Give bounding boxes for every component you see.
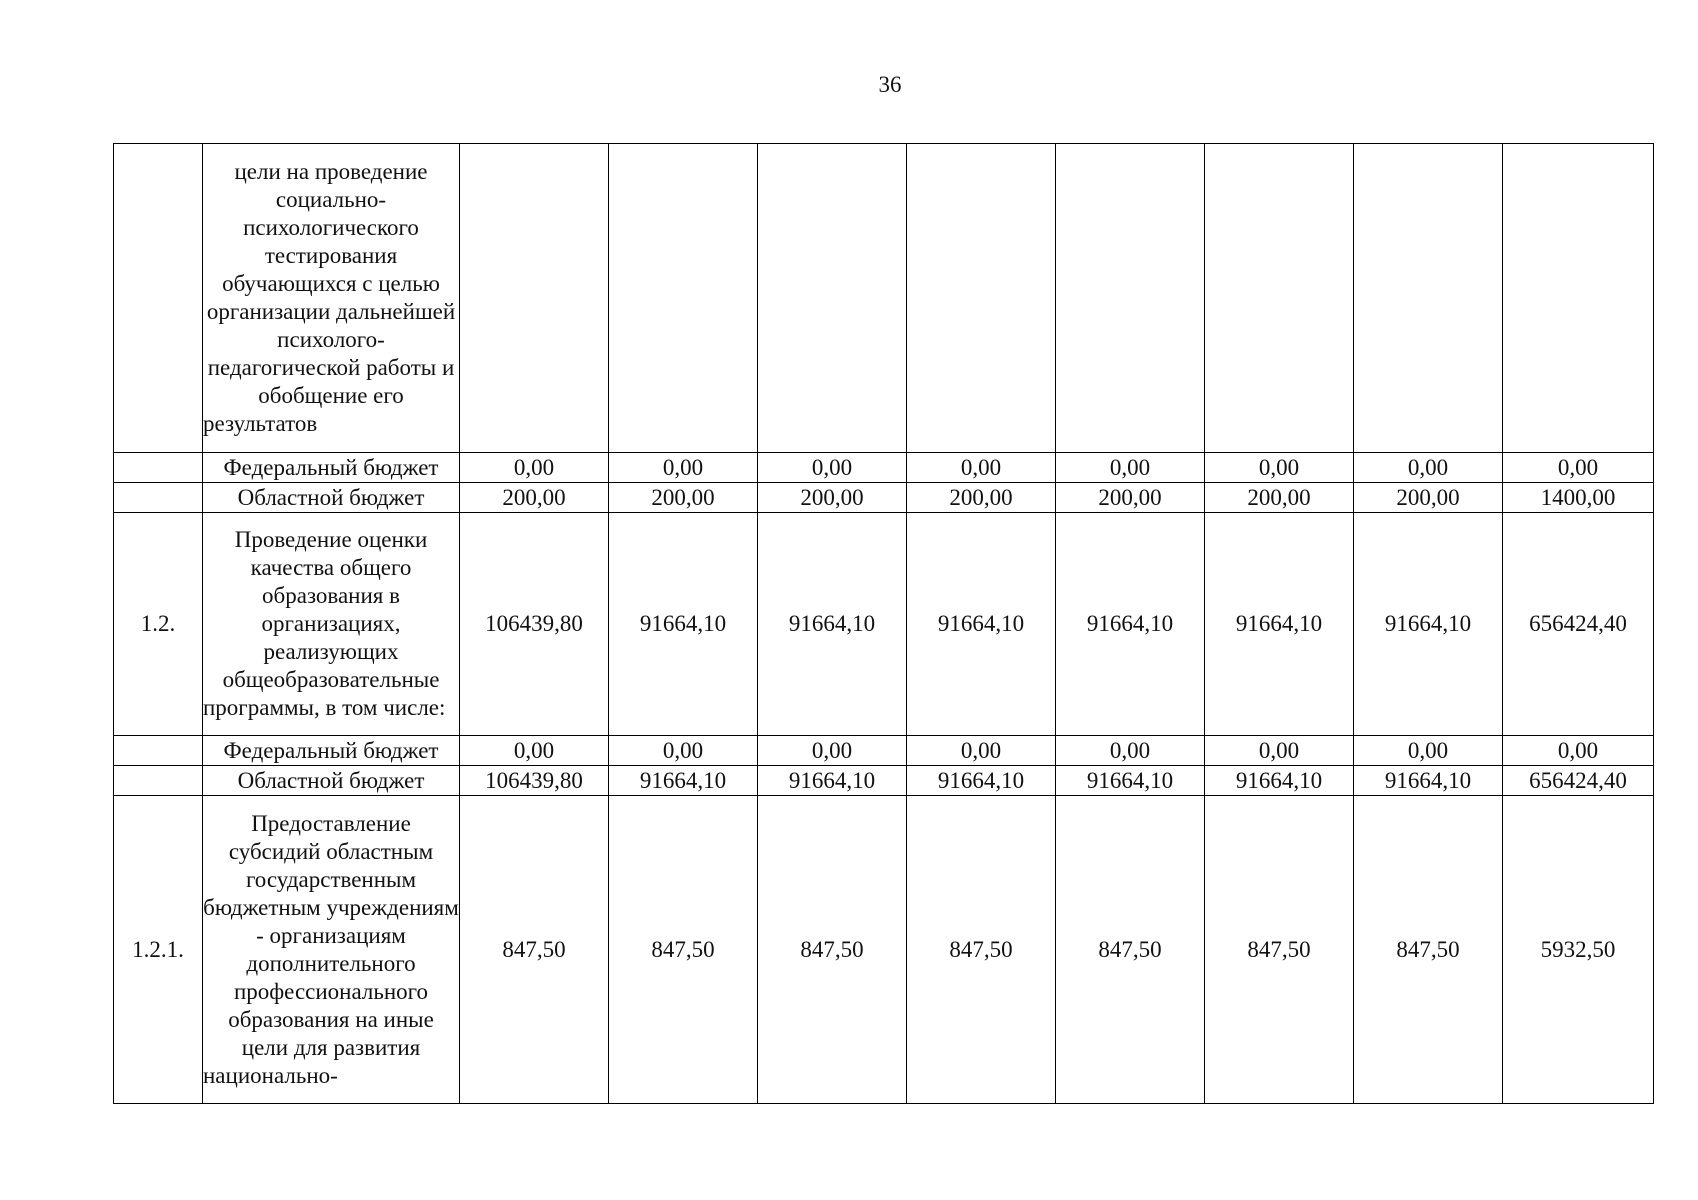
table-row	[114, 453, 1654, 483]
value-cell: 91664,10	[907, 766, 1056, 796]
value-cell: 0,00	[907, 453, 1056, 483]
value-cell: 0,00	[1056, 736, 1205, 766]
value-cell: 106439,80	[460, 766, 609, 796]
value-cell: 656424,40	[1503, 513, 1654, 736]
value-cell: 91664,10	[1056, 766, 1205, 796]
value-cell: 0,00	[1056, 453, 1205, 483]
row-description: Проведение оценки качества общего образования в организациях, реализующих общеобразовательные программы, в том числе:	[203, 513, 460, 736]
value-cell: 200,00	[609, 483, 758, 513]
row-description: Областной бюджет	[203, 766, 460, 796]
value-cell: 0,00	[1503, 736, 1654, 766]
value-cell: 91664,10	[758, 766, 907, 796]
table-row	[114, 144, 1654, 453]
value-cell: 656424,40	[1503, 766, 1654, 796]
row-number	[114, 144, 203, 453]
value-cell: 847,50	[609, 796, 758, 1104]
value-cell	[1354, 144, 1503, 453]
row-description: Федеральный бюджет	[203, 453, 460, 483]
value-cell: 91664,10	[1354, 766, 1503, 796]
value-cell: 200,00	[1056, 483, 1205, 513]
page-number: 36	[878, 72, 902, 97]
value-cell: 91664,10	[1354, 513, 1503, 736]
table-row	[114, 796, 1654, 1104]
value-cell: 91664,10	[1205, 513, 1354, 736]
value-cell: 0,00	[1503, 453, 1654, 483]
table-row	[114, 736, 1654, 766]
value-cell: 847,50	[758, 796, 907, 1104]
value-cell: 200,00	[460, 483, 609, 513]
value-cell: 91664,10	[609, 513, 758, 736]
value-cell: 847,50	[907, 796, 1056, 1104]
value-cell	[1056, 144, 1205, 453]
value-cell	[758, 144, 907, 453]
value-cell: 0,00	[1205, 453, 1354, 483]
row-number	[114, 453, 203, 483]
value-cell: 5932,50	[1503, 796, 1654, 1104]
row-description: Областной бюджет	[203, 483, 460, 513]
row-number	[114, 736, 203, 766]
table-row	[114, 483, 1654, 513]
row-description: Федеральный бюджет	[203, 736, 460, 766]
value-cell: 200,00	[1354, 483, 1503, 513]
table-row	[114, 766, 1654, 796]
value-cell: 0,00	[907, 736, 1056, 766]
budget-table	[113, 143, 1654, 1104]
value-cell: 91664,10	[1056, 513, 1205, 736]
value-cell: 200,00	[1205, 483, 1354, 513]
value-cell: 0,00	[758, 736, 907, 766]
value-cell: 0,00	[460, 453, 609, 483]
row-number: 1.2.1.	[114, 796, 203, 1104]
value-cell: 0,00	[1205, 736, 1354, 766]
value-cell: 0,00	[1354, 736, 1503, 766]
value-cell: 847,50	[1205, 796, 1354, 1104]
value-cell	[907, 144, 1056, 453]
value-cell: 91664,10	[609, 766, 758, 796]
value-cell: 0,00	[1354, 453, 1503, 483]
row-description: цели на проведение социально-психологического тестирования обучающихся с целью организации дальнейшей психолого-педагогической работы и обобщение его результатов	[203, 144, 460, 453]
row-description: Предоставление субсидий областным государственным бюджетным учреждениям - организациям дополнительного профессионального образования на иные цели для развития национально-	[203, 796, 460, 1104]
value-cell: 91664,10	[758, 513, 907, 736]
value-cell: 847,50	[1354, 796, 1503, 1104]
value-cell: 0,00	[609, 736, 758, 766]
value-cell	[1205, 144, 1354, 453]
value-cell: 0,00	[460, 736, 609, 766]
value-cell: 200,00	[907, 483, 1056, 513]
row-number: 1.2.	[114, 513, 203, 736]
row-number	[114, 483, 203, 513]
row-number	[114, 766, 203, 796]
value-cell: 0,00	[609, 453, 758, 483]
value-cell: 91664,10	[1205, 766, 1354, 796]
value-cell: 200,00	[758, 483, 907, 513]
value-cell: 0,00	[758, 453, 907, 483]
value-cell	[609, 144, 758, 453]
value-cell	[460, 144, 609, 453]
value-cell: 847,50	[460, 796, 609, 1104]
value-cell: 106439,80	[460, 513, 609, 736]
value-cell: 91664,10	[907, 513, 1056, 736]
value-cell: 1400,00	[1503, 483, 1654, 513]
value-cell: 847,50	[1056, 796, 1205, 1104]
table-row	[114, 513, 1654, 736]
value-cell	[1503, 144, 1654, 453]
